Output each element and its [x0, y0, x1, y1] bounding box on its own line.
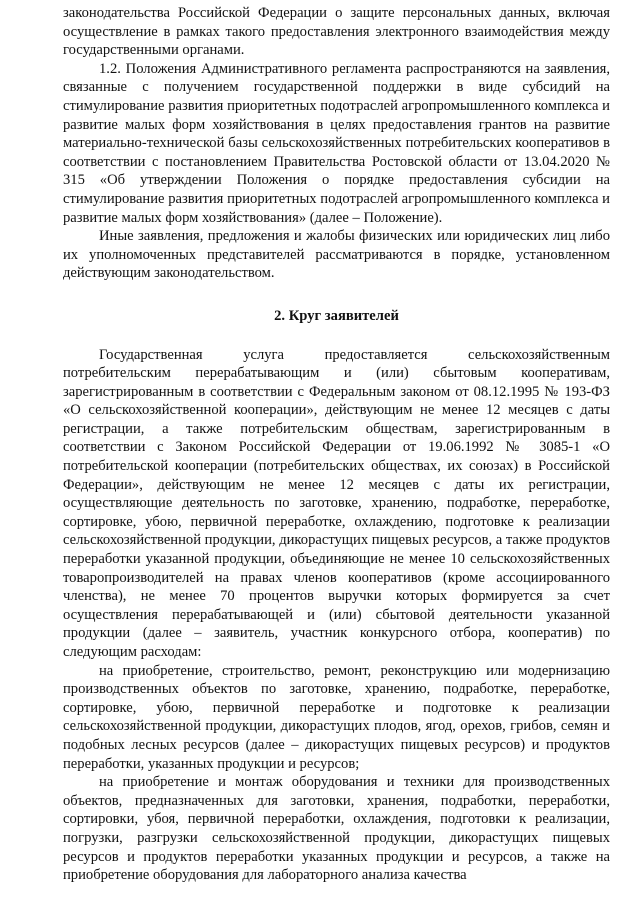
paragraph-expense-equipment: на приобретение и монтаж оборудования и техники для производственных объектов, предназначенных для заготовки, хранения, подработки, переработки, сортировки, убоя, первичной переработки, охлаждения, подготовки к реализации, погрузки, разгрузки сельскохозяйственной продукции, дикорастущих пищевых ресурсов и продуктов переработки указанных продукции и ресурсов, а также на приобретение оборудования для лабораторного анализа качества: [63, 774, 610, 884]
paragraph-other-applications: Иные заявления, предложения и жалобы физических или юридических лиц либо их уполномоченных представителей рассматриваются в порядке, установленном действующим законодательством.: [63, 228, 610, 282]
section-heading: 2. Круг заявителей: [274, 307, 399, 324]
paragraph-applicants: Государственная услуга предоставляется сельскохозяйственным потребительским перерабатывающим и (или) сбытовым кооперативам, зарегистрированным в соответствии с Федеральным законом от 08.12.1995 № 193-ФЗ «О сельскохозяйственной кооперации», действующим не менее 12 месяцев с даты регистрации, а также потребительским обществам, зарегистрированным в соответствии с Законом Российской Федерации от 19.06.1992 № 3085-1 «О потребительской кооперации (потребительских обществах, их союзах) в Российской Федерации», действующим не менее 12 месяцев с даты их регистрации, осуществляющие деятельность по заготовке, хранению, подработке, переработке, сортировке, убою, первичной переработке, охлаждению, подготовке к реализации сельскохозяйственной продукции, дикорастущих пищевых ресурсов, а также продуктов переработки указанной продукции, объединяющие не менее 10 сельскохозяйственных товаропроизводителей на правах членов кооперативов (кроме ассоциированного членства), не менее 70 процентов выручки которых формируется за счет осуществления перерабатывающей и (или) сбытовой деятельности указанной продукции (далее – заявитель, участник конкурсного отбора, кооператив) по следующим расходам:: [63, 346, 610, 660]
paragraph-expense-construction: на приобретение, строительство, ремонт, реконструкцию или модернизацию производственных объектов по заготовке, хранению, подработке, переработке, сортировке, убою, первичной переработке и подготовке к реализации сельскохозяйственной продукции, дикорастущих плодов, ягод, орехов, грибов, семян и подобных лесных ресурсов (далее – дикорастущих пищевых ресурсов) и продуктов переработки, указанных продукции и ресурсов;: [63, 662, 610, 772]
paragraph-continuation: законодательства Российской Федерации о защите персональных данных, включая осуществление в рамках такого предоставления электронного взаимодействия между государственными органами.: [63, 5, 610, 59]
paragraph-1-2: 1.2. Положения Административного регламента распространяются на заявления, связанные с получением государственной поддержки в виде субсидий на стимулирование развития приоритетных подотраслей агропромышленного комплекса и развитие малых форм хозяйствования в целях предоставления грантов на развитие материально-технической базы сельскохозяйственных потребительских кооперативов в соответствии с постановлением Правительства Ростовской области от 13.04.2020 № 315 «Об утверждении Положения о порядке предоставления субсидии на стимулирование развития приоритетных подотраслей агропромышленного комплекса и развитие малых форм хозяйствования» (далее – Положение).: [63, 60, 610, 226]
